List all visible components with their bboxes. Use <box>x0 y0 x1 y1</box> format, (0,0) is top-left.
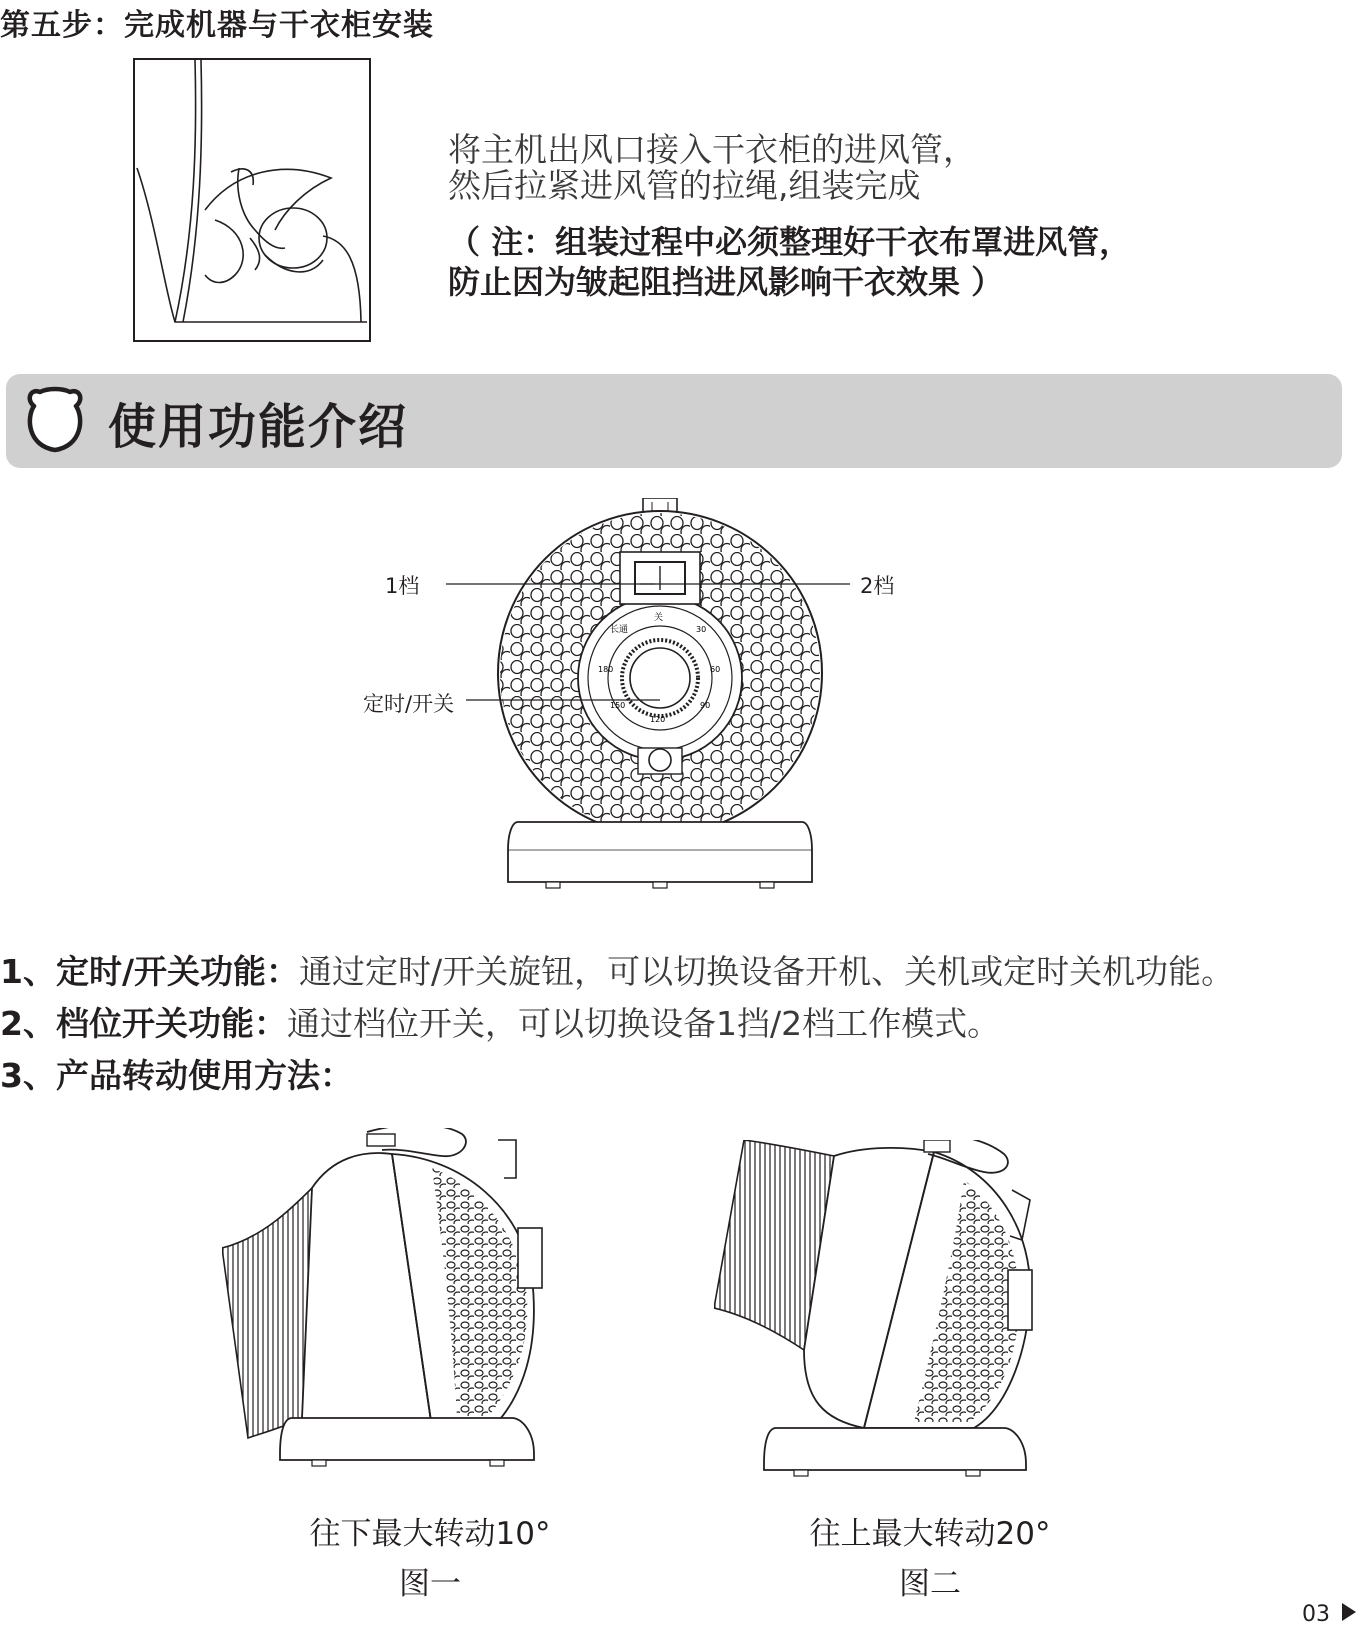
label-timer-switch: 定时/开关 <box>363 692 455 716</box>
section-title: 使用功能介绍 <box>108 399 409 455</box>
installation-instructions <box>448 132 976 204</box>
figure-2-label: 图二 <box>899 1566 961 1602</box>
figure-1-tilt-down <box>222 1128 582 1488</box>
instruction-line-2: 然后拉紧进风管的拉绳,组装完成 <box>448 166 921 205</box>
hand-connecting-duct-illustration <box>135 60 369 340</box>
installation-illustration <box>133 58 371 342</box>
dial-mark-90: 90 <box>700 701 711 710</box>
label-gear-2: 2档 <box>860 574 895 598</box>
dial-mark-180: 180 <box>598 665 614 674</box>
feature-item-2 <box>0 998 1000 1045</box>
dial-mark-off: 关 <box>654 613 664 623</box>
figure-2-caption: 往上最大转动20° <box>809 1516 1051 1552</box>
figure-1-label: 图一 <box>399 1566 461 1602</box>
dial-mark-60: 60 <box>710 665 721 674</box>
feature-2-text: 通过档位开关，可以切换设备1挡/2档工作模式。 <box>286 1004 1001 1043</box>
feature-3-heading: 3、产品转动使用方法： <box>0 1056 353 1095</box>
feature-1-heading: 1、定时/开关功能： <box>0 952 300 991</box>
label-gear-1: 1档 <box>385 574 420 598</box>
feature-2-heading: 2、档位开关功能： <box>0 1004 287 1043</box>
dial-mark-150: 150 <box>610 701 626 710</box>
bear-head-icon <box>22 386 88 456</box>
callout-lines <box>440 572 860 712</box>
dial-mark-120: 120 <box>650 715 666 724</box>
page-number: 03 <box>1302 1602 1330 1627</box>
note-line-1: （ 注：组装过程中必须整理好干衣布罩进风管， <box>448 223 1132 261</box>
note-line-2: 防止因为皱起阻挡进风影响干衣效果 ） <box>448 263 1004 301</box>
instruction-line-1: 将主机出风口接入干衣柜的进风管， <box>448 130 976 169</box>
dial-mark-continuous: 长通 <box>610 625 629 635</box>
feature-item-3 <box>0 1050 353 1097</box>
dial-mark-30: 30 <box>696 625 707 634</box>
feature-1-text: 通过定时/开关旋钮，可以切换设备开机、关机或定时关机功能。 <box>299 952 1235 991</box>
step-title: 第五步：完成机器与干衣柜安装 <box>0 8 434 43</box>
triangle-right-icon <box>1342 1603 1356 1621</box>
assembly-note <box>448 222 1131 302</box>
figure-1-caption: 往下最大转动10° <box>309 1516 551 1552</box>
figure-2-tilt-up <box>714 1140 1084 1480</box>
feature-item-1 <box>0 946 1234 993</box>
